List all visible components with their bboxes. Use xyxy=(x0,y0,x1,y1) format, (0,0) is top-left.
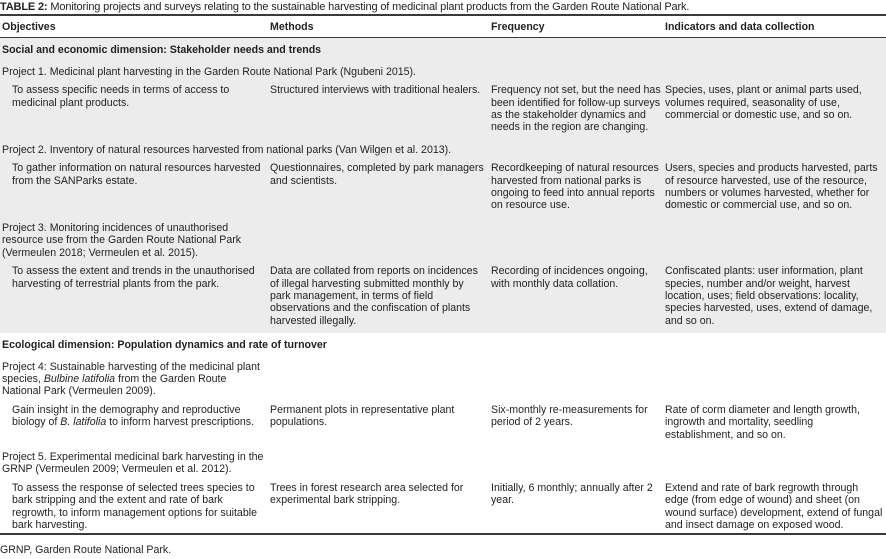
objective-row xyxy=(0,400,886,447)
indicators-cell: Extend and rate of bark regrowth through edge (from edge of wound) and sheet (on wound surface) development, extend of fungal and insect damage on exposed wood. xyxy=(663,478,886,535)
frequency-cell: Initially, 6 monthly; annually after 2 year. xyxy=(489,478,663,535)
table-footnote: GRNP, Garden Route National Park. xyxy=(0,544,172,556)
frequency-cell: Six-monthly re-measurements for period of 2 years. xyxy=(491,403,648,429)
section-title: Ecological dimension: Population dynamics and rate of turnover xyxy=(2,339,327,352)
project-row xyxy=(0,357,886,400)
header-indicators: Indicators and data collection xyxy=(663,16,886,38)
objective-cell: To gather information on natural resources harvested from the SANParks estate. xyxy=(0,158,268,218)
objective-cell: To assess the extent and trends in the unauthorised harvesting of terrestrial plants from the park. xyxy=(0,261,268,333)
method-cell: Questionnaires, completed by park managers and scientists. xyxy=(268,158,489,218)
objective-row xyxy=(0,478,886,535)
project-title xyxy=(0,140,489,158)
indicators-cell: Rate of corm diameter and length growth, ingrowth and mortality, seedling establishment, and so on. xyxy=(665,403,860,441)
caption-text: Monitoring projects and surveys relating to the sustainable harvesting of medicinal plant products from the Garden Route National Park. xyxy=(47,1,690,13)
table-container xyxy=(0,14,886,535)
project-row xyxy=(0,218,886,261)
method-cell: Structured interviews with traditional healers. xyxy=(268,80,489,140)
frequency-cell: Recording of incidences ongoing, with monthly data collation. xyxy=(489,261,663,333)
project-title-text: Project 3. Monitoring incidences of unauthorised resource use from the Garden Route National Park (Vermeulen 2018; Vermeulen et al. 2015). xyxy=(2,221,242,259)
objective-row xyxy=(0,261,886,333)
project-row xyxy=(0,140,886,158)
frequency-cell: Frequency not set, but the need has been identified for follow-up surveys as the stakeholder dynamics and needs in the region are changing. xyxy=(489,80,663,140)
indicators-cell: Users, species and products harvested, parts of resource harvested, use of the resource, numbers or volumes harvested, whether for domestic or commercial use, and so on. xyxy=(663,158,886,218)
header-methods: Methods xyxy=(268,16,489,38)
project-title xyxy=(0,447,268,478)
table-label: TABLE 2: xyxy=(0,1,48,13)
project-title-text: from the Garden Route National Park (Vermeulen 2009). xyxy=(2,372,227,398)
project-title xyxy=(0,62,489,80)
objective-cell: To assess the response of selected trees species to bark stripping and the extent and rate of bark regrowth, to inform management options for suitable bark harvesting. xyxy=(0,478,268,535)
project-title-text: Project 1. Medicinal plant harvesting in the Garden Route National Park (Ngubeni 2015). xyxy=(2,65,416,78)
project-row xyxy=(0,62,886,80)
indicators-cell: Species, uses, plant or animal parts used, volumes required, seasonality of use, commercial or domestic use, and so on. xyxy=(663,80,886,140)
method-cell: Permanent plots in representative plant populations. xyxy=(270,403,455,429)
project-title-text: Project 5. Experimental medicinal bark harvesting in the GRNP (Vermeulen 2009; Vermeulen et al. 2012). xyxy=(2,450,264,476)
header-objectives: Objectives xyxy=(0,16,268,38)
indicators-cell: Confiscated plants: user information, plant species, number and/or weight, harvest location, uses; field observations: locality, species harvested, uses, extend of damage, and so on. xyxy=(663,261,886,333)
section-row xyxy=(0,38,886,62)
monitoring-table xyxy=(0,16,886,535)
header-row xyxy=(0,16,886,38)
section-row xyxy=(0,333,886,356)
method-cell: Trees in forest research area selected for experimental bark stripping. xyxy=(268,478,489,535)
species-name: B. latifolia xyxy=(60,416,107,429)
objective-row xyxy=(0,158,886,218)
species-name: Bulbine latifolia xyxy=(43,372,116,385)
objective-text: to inform harvest prescriptions. xyxy=(106,416,255,429)
method-cell: Data are collated from reports on incidences of illegal harvesting submitted monthly by park management, in terms of field observations and the confiscation of plants harvested illegally. xyxy=(268,261,489,333)
project-title-text: Project 2. Inventory of natural resources harvested from national parks (Van Wilgen et al. 2013). xyxy=(2,143,452,156)
objective-row xyxy=(0,80,886,140)
project-row xyxy=(0,447,886,478)
table-caption xyxy=(0,0,886,14)
project-title xyxy=(0,218,268,261)
section-title: Social and economic dimension: Stakeholder needs and trends xyxy=(0,38,886,62)
objective-cell: To assess specific needs in terms of access to medicinal plant products. xyxy=(0,80,268,140)
frequency-cell: Recordkeeping of natural resources harvested from national parks is ongoing to feed into annual reports on resource use. xyxy=(489,158,663,218)
header-frequency: Frequency xyxy=(489,16,663,38)
project-title xyxy=(0,357,268,400)
project-title-text: Project 4: Sustainable harvesting of the medicinal plant species, xyxy=(2,360,260,385)
objective-text: Gain insight in the demography and reproductive biology of xyxy=(12,403,241,429)
objective-cell xyxy=(0,400,268,447)
